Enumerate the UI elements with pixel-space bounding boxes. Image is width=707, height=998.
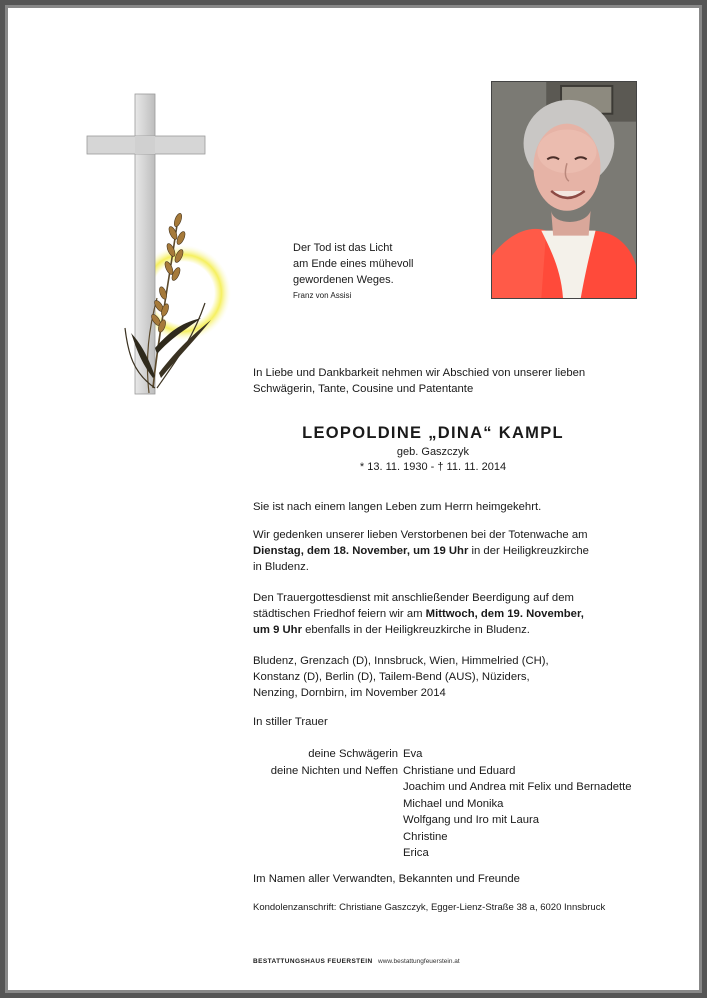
quote-line: am Ende eines mühevoll xyxy=(293,258,414,270)
places-line: Bludenz, Grenzach (D), Innsbruck, Wien, Himmelried (CH), xyxy=(253,655,549,667)
mourner-name: Christiane und Eduard xyxy=(403,764,516,777)
mourner-name: Joachim und Andrea mit Felix und Bernadette xyxy=(403,781,632,793)
condolence-address: Kondolenzanschrift: Christiane Gaszczyk, Egger-Lienz-Straße 38 a, 6020 Innsbruck xyxy=(253,902,606,913)
intro-line: Schwägerin, Tante, Cousine und Patentante xyxy=(253,383,474,395)
mourner-name: Wolfgang und Iro mit Laura xyxy=(403,814,540,826)
mourners-list xyxy=(253,746,673,866)
funeral-text: städtischen Friedhof feiern wir am xyxy=(253,608,426,620)
wake-line: Wir gedenken unserer lieben Verstorbenen bei der Totenwache am xyxy=(253,529,588,541)
funeral-notice xyxy=(253,590,663,638)
intro-line: In Liebe und Dankbarkeit nehmen wir Abschied von unserer lieben xyxy=(253,367,586,379)
funeral-date: Mittwoch, dem 19. November, xyxy=(425,608,584,620)
funeral-line: Den Trauergottesdienst mit anschließender Beerdigung auf dem xyxy=(253,592,574,604)
life-dates: * 13. 11. 1930 - † 11. 11. 2014 xyxy=(359,461,507,473)
funeral-location: ebenfalls in der Heiligkreuzkirche in Bludenz. xyxy=(301,624,530,636)
mourner-role: deine Nichten und Neffen xyxy=(270,764,398,777)
mourner-names xyxy=(403,746,632,862)
mourner-name: Erica xyxy=(403,847,429,859)
quote-line: gewordenen Weges. xyxy=(293,274,394,286)
wake-line xyxy=(253,543,663,559)
quote xyxy=(293,240,413,303)
relatives-note: Im Namen aller Verwandten, Bekannten und Freunde xyxy=(253,873,520,885)
funeral-time: um 9 Uhr xyxy=(253,624,302,636)
deceased-name: LEOPOLDINE „DINA“ KAMPL xyxy=(302,424,564,442)
quote-line: Der Tod ist das Licht xyxy=(293,242,393,254)
mourner-role: deine Schwägerin xyxy=(308,748,398,760)
mourner-name: Eva xyxy=(403,748,423,760)
passed-text: Sie ist nach einem langen Leben zum Herrn heimgekehrt. xyxy=(253,501,542,513)
mourner-name: Christine xyxy=(403,830,448,843)
mourning-intro: In stiller Trauer xyxy=(253,716,328,728)
birth-name: geb. Gaszczyk xyxy=(396,446,470,458)
wake-date: Dienstag, dem 18. November, um 19 Uhr xyxy=(253,545,469,557)
funeral-line xyxy=(253,606,663,622)
portrait-photo xyxy=(491,81,637,299)
cross-wheat-illustration xyxy=(83,88,243,408)
places-line: Nenzing, Dornbirn, im November 2014 xyxy=(253,687,446,699)
wake-notice xyxy=(253,527,663,575)
places-line: Konstanz (D), Berlin (D), Tailem-Bend (AUS), Nüziders, xyxy=(253,671,530,683)
obituary-page xyxy=(5,5,702,993)
quote-author: Franz von Assisi xyxy=(293,291,352,300)
funeral-home-website[interactable]: www.bestattungfeuerstein.at xyxy=(378,958,460,965)
wake-location: in der Heiligkreuzkirche xyxy=(468,545,589,557)
wake-line: in Bludenz. xyxy=(253,561,309,573)
intro-text xyxy=(253,365,663,397)
places-list xyxy=(253,653,663,701)
funeral-home-name: BESTATTUNGSHAUS FEUERSTEIN xyxy=(253,958,373,965)
funeral-line xyxy=(253,622,663,638)
mourner-name: Michael und Monika xyxy=(403,797,504,810)
